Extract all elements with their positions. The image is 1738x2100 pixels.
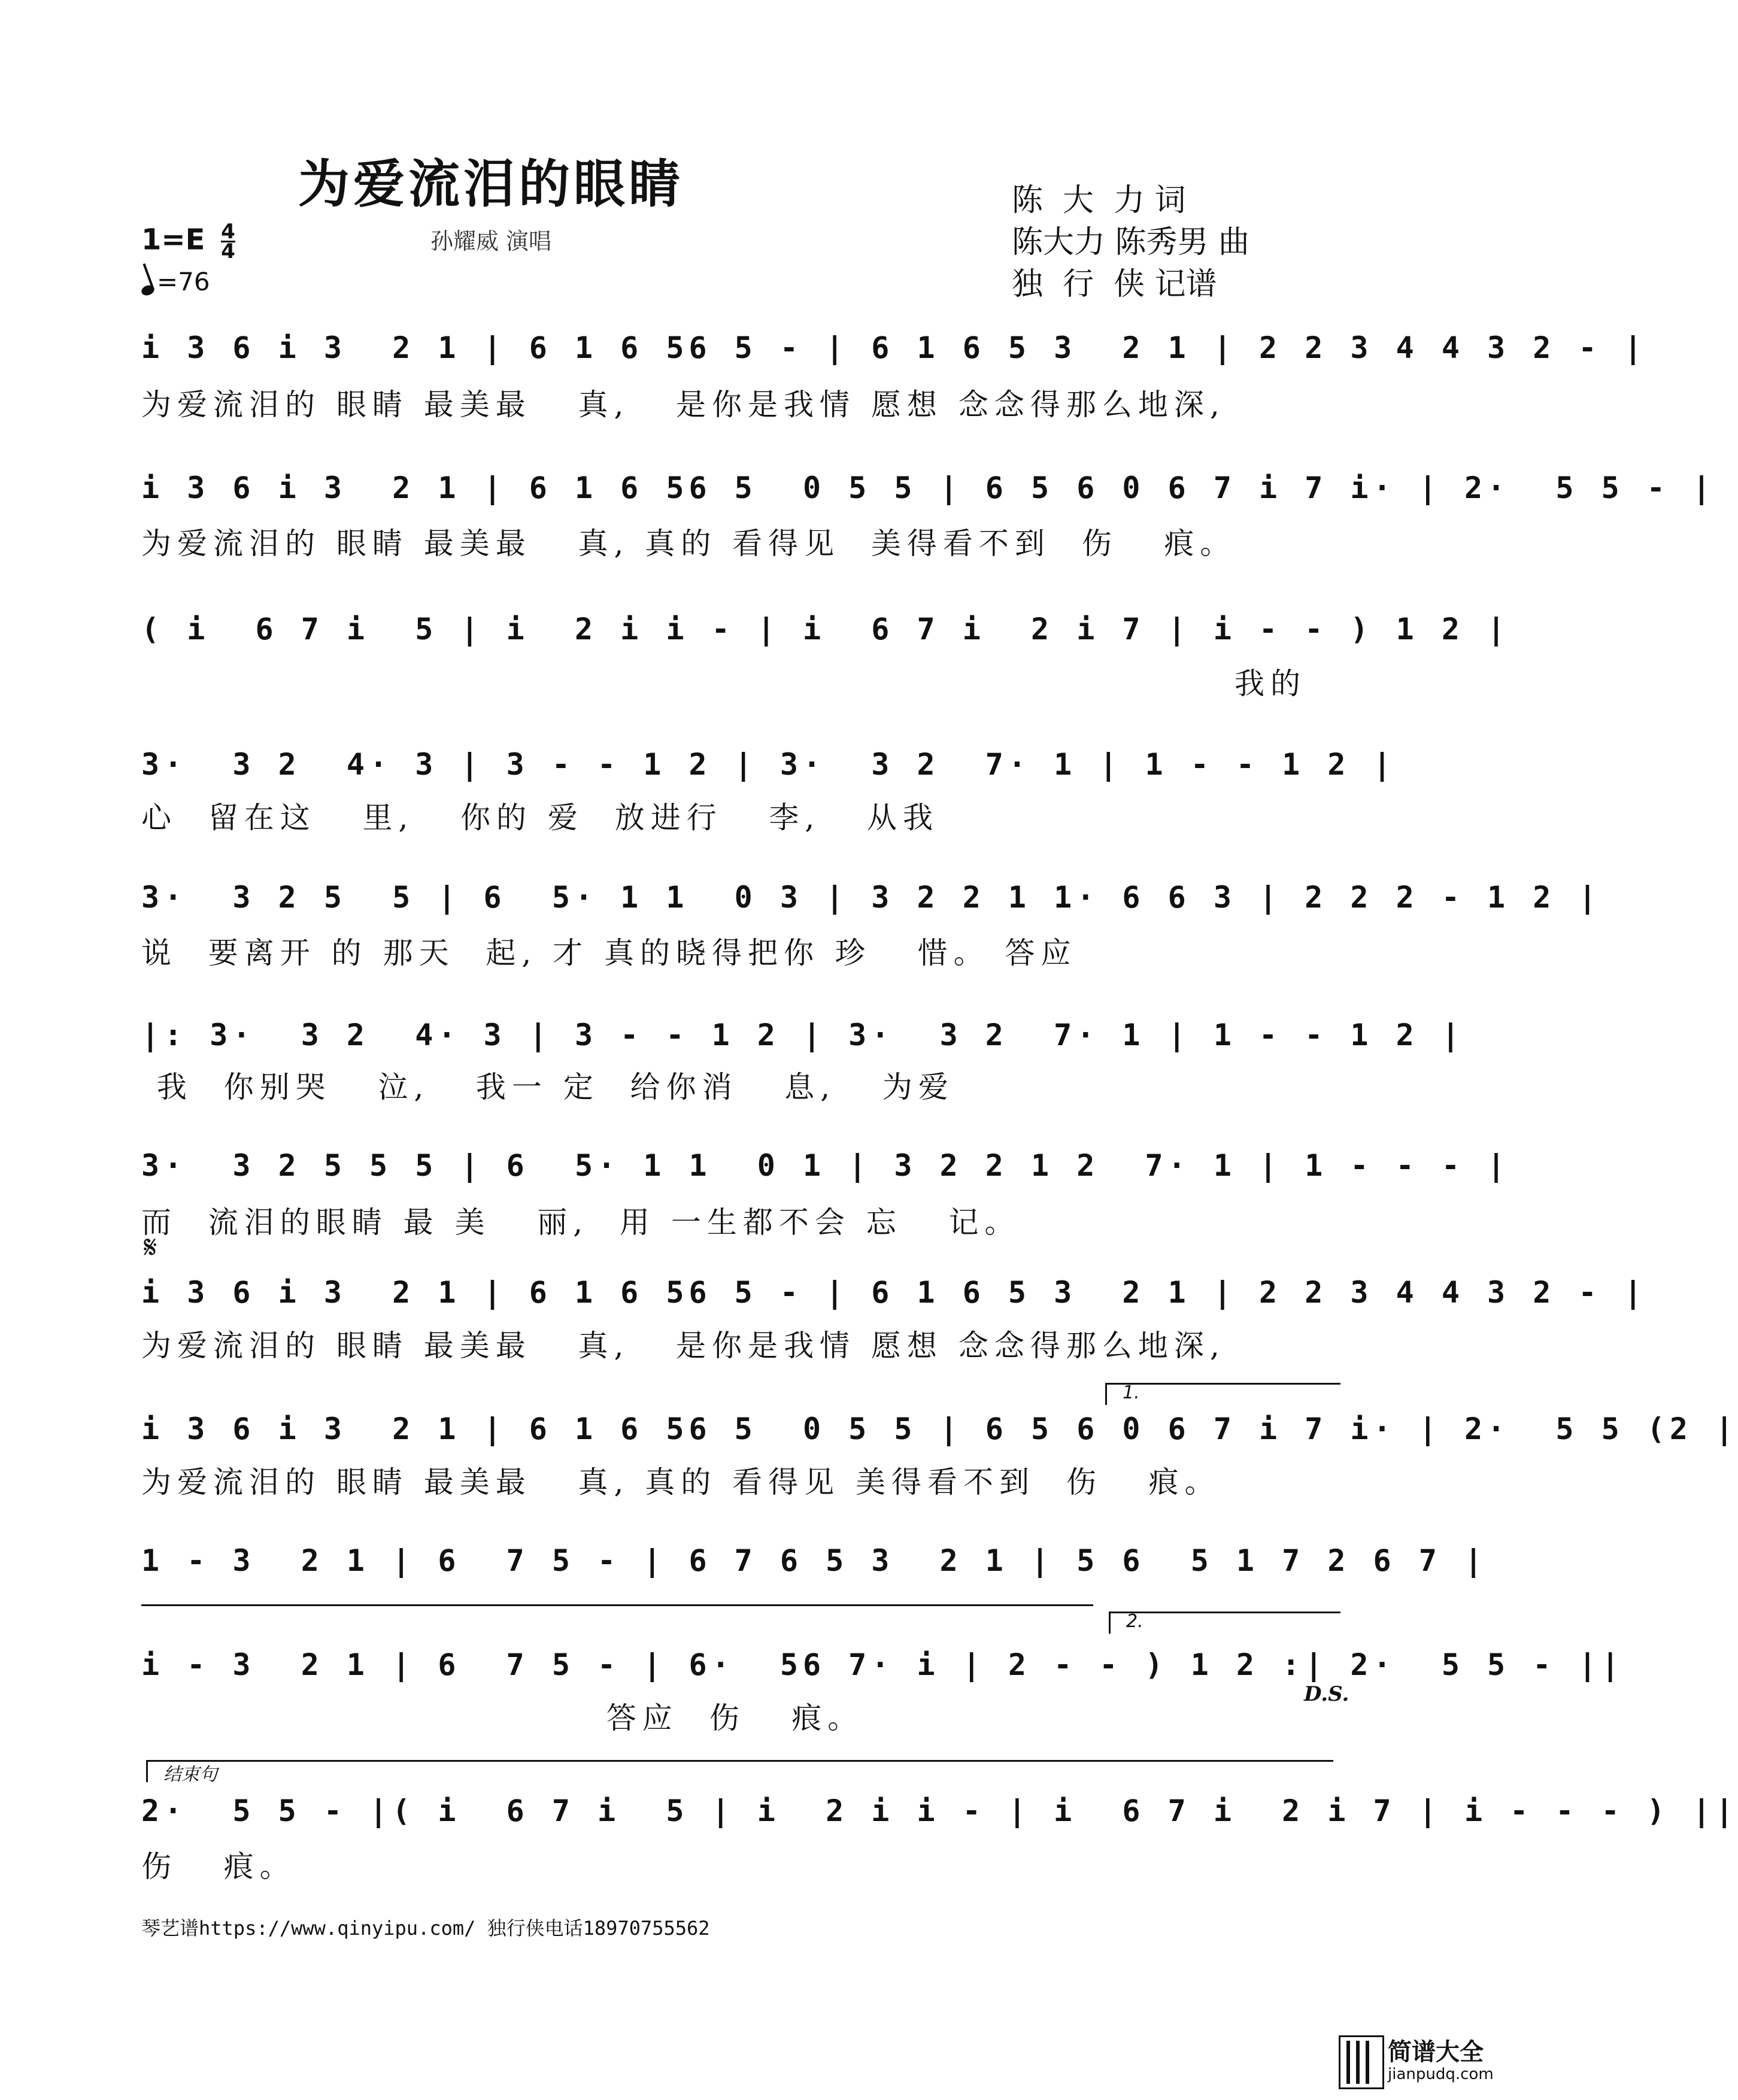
tempo-marking [141,267,210,296]
lyric-line-8: 为爱流泪的 眼睛 最美最 真, 是你是我情 愿想 念念得那么地深, [141,1328,1226,1363]
staff-line-4: 3· 3 2 4· 3 | 3 - - 1 2 | 3· 3 2 7· 1 | 1 - - 1 2 | [141,747,1396,782]
lyric-line-2: 为爱流泪的 眼睛 最美最 真, 真的 看得见 美得看不到 伤 痕。 [141,526,1236,561]
lyric-line-11: 答应 伤 痕。 [141,1701,864,1735]
staff-line-5: 3· 3 2 5 5 | 6 5· 1 1 0 3 | 3 2 2 1 1· 6 6 3 | 2 2 2 - 1 2 | [141,880,1601,915]
transcriber-credit: 独 行 侠 记谱 [1012,266,1217,302]
staff-line-8: i 3 6 i 3 2 1 | 6 1 6 56 5 - | 6 1 6 5 3 2 1 | 2 2 3 4 4 3 2 - | [141,1275,1647,1310]
ending-bracket [146,1760,1333,1785]
second-ending-bracket [1109,1612,1340,1634]
lyric-line-9: 为爱流泪的 眼睛 最美最 真, 真的 看得见 美得看不到 伤 痕。 [141,1465,1221,1500]
volta-1-label: 1. [1123,1382,1140,1403]
key-label: 1=E [141,223,205,257]
footer-source: 琴艺谱https://www.qinyipu.com/ 独行侠电话18970755562 [141,1917,710,1940]
staff-line-10: 1 - 3 2 1 | 6 7 5 - | 6 7 6 5 3 2 1 | 5 6 5 1 7 2 6 7 | [141,1543,1488,1578]
score-title: 为爱流泪的眼睛 [298,154,684,214]
tempo-value: =76 [157,267,210,296]
volta-2-label: 2. [1126,1611,1143,1632]
staff-line-9: i 3 6 i 3 2 1 | 6 1 6 56 5 0 5 5 | 6 5 6 0 6 7 i 7 i· | 2· 5 5 (2 | [141,1412,1738,1446]
segno-sign: 𝄋 [144,1230,157,1266]
lyric-line-1: 为爱流泪的 眼睛 最美最 真, 是你是我情 愿想 念念得那么地深, [141,387,1226,422]
staff-line-2: i 3 6 i 3 2 1 | 6 1 6 56 5 0 5 5 | 6 5 6 0 6 7 i 7 i· | 2· 5 5 - | [141,471,1716,505]
logo-name: 简谱大全 [1388,2038,1484,2066]
staff-line-11: i - 3 2 1 | 6 7 5 - | 6· 56 7· i | 2 - - ) 1 2 :| 2· 5 5 - || [141,1647,1624,1682]
ending-label: 结束句 [163,1764,217,1785]
staff-line-12: 2· 5 5 - |( i 6 7 i 5 | i 2 i i - | i 6 7 i 2 i 7 | i - - - ) || [141,1794,1738,1828]
lyric-line-6: 我 你别哭 泣, 我一 定 给你消 息, 为爱 [141,1070,954,1104]
lyric-line-7: 而 流泪的眼睛 最 美 丽, 用 一生都不会 忘 记。 [141,1205,1021,1240]
staff-line-3: ( i 6 7 i 5 | i 2 i i - | i 6 7 i 2 i 7 | i - - ) 1 2 | [141,612,1510,647]
staff-line-1: i 3 6 i 3 2 1 | 6 1 6 56 5 - | 6 1 6 5 3 2 1 | 2 2 3 4 4 3 2 - | [141,330,1647,365]
lyricist-credit: 陈 大 力 词 [1012,183,1186,219]
lyric-line-5: 说 要离开 的 那天 起, 才 真的晓得把你 珍 惜。 答应 [141,936,1077,970]
piano-keys-icon [1339,2035,1384,2089]
time-bottom: 4 [221,239,235,263]
lyric-line-3: 我的 [1235,666,1306,701]
first-ending-bracket-continued [141,1604,1093,1626]
staff-line-7: 3· 3 2 5 5 5 | 6 5· 1 1 0 1 | 3 2 2 1 2 7· 1 | 1 - - - | [141,1148,1510,1183]
logo-url: jianpudq.com [1388,2065,1494,2083]
lyric-line-12: 伤 痕。 [141,1849,296,1884]
time-signature [221,220,235,263]
dal-segno-mark: D.S. [1304,1682,1349,1706]
composer-credit: 陈大力 陈秀男 曲 [1012,224,1250,260]
staff-line-6: |: 3· 3 2 4· 3 | 3 - - 1 2 | 3· 3 2 7· 1 | 1 - - 1 2 | [141,1018,1464,1052]
site-logo [1339,2033,1494,2088]
key-signature [141,220,235,263]
first-ending-bracket [1105,1383,1340,1405]
quarter-note-icon [140,284,156,298]
lyric-line-4: 心 留在这 里, 你的 爱 放进行 李, 从我 [141,800,939,835]
performer: 孙耀威 演唱 [430,228,552,254]
time-top: 4 [221,220,235,244]
